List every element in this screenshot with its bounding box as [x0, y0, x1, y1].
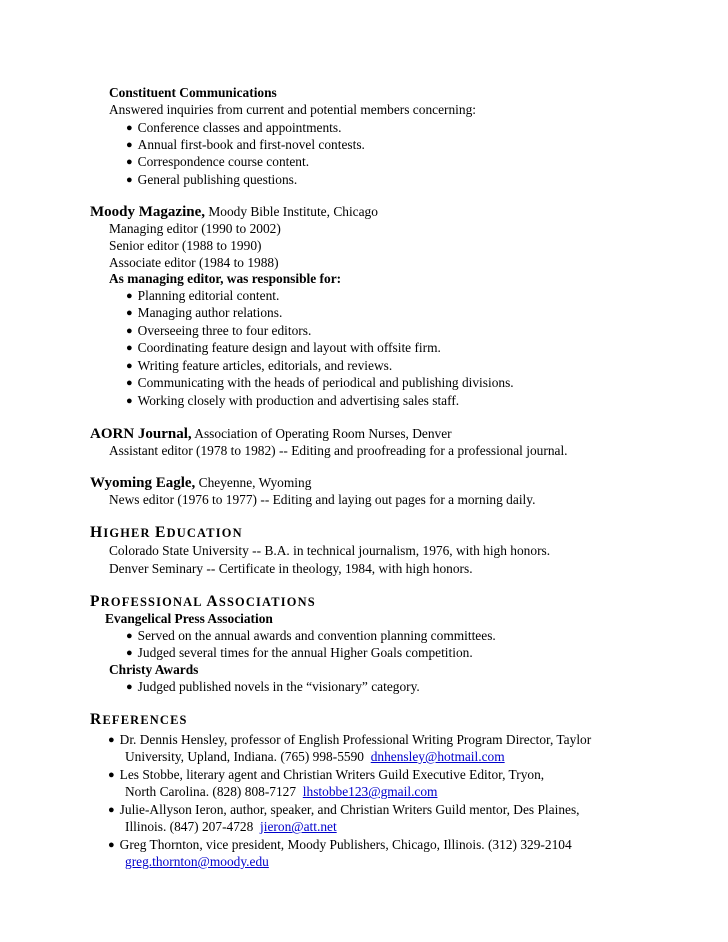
list-item: ● Served on the annual awards and convention planning committees.	[126, 628, 496, 645]
section-heading-education: HIGHER EDUCATION	[90, 524, 243, 541]
constituent-heading: Constituent Communications	[109, 85, 277, 100]
section-heading-associations: PROFESSIONAL ASSOCIATIONS	[90, 593, 316, 610]
constituent-intro: Answered inquiries from current and potential members concerning:	[109, 102, 477, 117]
email-link[interactable]: greg.thornton@moody.edu	[125, 854, 269, 869]
section-heading-references: REFERENCES	[90, 711, 188, 728]
role-line: Assistant editor (1978 to 1982) -- Editing and proofreading for a professional journal.	[109, 443, 568, 458]
list-item: ● Managing author relations.	[126, 305, 282, 322]
education-item: Colorado State University -- B.A. in technical journalism, 1976, with high honors.	[109, 543, 551, 558]
list-item: ● Conference classes and appointments.	[126, 120, 341, 137]
association-name: Christy Awards	[109, 662, 199, 677]
employer-moody	[90, 204, 378, 220]
employer-name: AORN Journal,	[90, 426, 192, 442]
reference-line: Illinois. (847) 207-4728 jieron@att.net	[125, 819, 337, 834]
employer-name: Moody Magazine,	[90, 204, 205, 220]
reference-line: North Carolina. (828) 808-7127 lhstobbe123@gmail.com	[125, 784, 438, 799]
reference-line	[125, 854, 269, 870]
list-item: ● Judged published novels in the “visionary” category.	[126, 679, 420, 696]
list-item: ● Coordinating feature design and layout with offsite firm.	[126, 340, 441, 357]
list-item: ● Correspondence course content.	[126, 154, 309, 171]
list-item: ● General publishing questions.	[126, 172, 297, 189]
role-line: News editor (1976 to 1977) -- Editing and laying out pages for a morning daily.	[109, 492, 536, 507]
list-item: ● Working closely with production and advertising sales staff.	[126, 393, 459, 410]
list-item: ● Planning editorial content.	[126, 288, 279, 305]
reference-line: ● Dr. Dennis Hensley, professor of English Professional Writing Program Director, Taylor	[108, 732, 591, 749]
list-item: ● Judged several times for the annual Higher Goals competition.	[126, 645, 473, 662]
email-link[interactable]: jieron@att.net	[260, 819, 337, 834]
reference-line: ● Julie-Allyson Ieron, author, speaker, and Christian Writers Guild mentor, Des Plaines,	[108, 802, 580, 819]
email-link[interactable]: lhstobbe123@gmail.com	[302, 784, 438, 799]
employer-aorn	[90, 426, 452, 442]
employer-wyoming	[90, 475, 311, 491]
employer-detail: Moody Bible Institute, Chicago	[208, 204, 378, 219]
reference-line: University, Upland, Indiana. (765) 998-5590 dnhensley@hotmail.com	[125, 749, 505, 764]
reference-line: ● Greg Thornton, vice president, Moody Publishers, Chicago, Illinois. (312) 329-2104	[108, 837, 572, 854]
role-line: Associate editor (1984 to 1988)	[109, 255, 279, 270]
list-item: ● Annual first-book and first-novel contests.	[126, 137, 365, 154]
list-item: ● Communicating with the heads of periodical and publishing divisions.	[126, 375, 514, 392]
education-item: Denver Seminary -- Certificate in theology, 1984, with high honors.	[109, 561, 473, 576]
association-name: Evangelical Press Association	[105, 611, 273, 626]
employer-name: Wyoming Eagle,	[90, 475, 196, 491]
reference-line: ● Les Stobbe, literary agent and Christian Writers Guild Executive Editor, Tryon,	[108, 767, 544, 784]
responsibilities-heading: As managing editor, was responsible for:	[109, 271, 342, 286]
list-item: ● Overseeing three to four editors.	[126, 323, 311, 340]
list-item: ● Writing feature articles, editorials, and reviews.	[126, 358, 392, 375]
employer-detail: Association of Operating Room Nurses, Denver	[194, 426, 452, 441]
role-line: Senior editor (1988 to 1990)	[109, 238, 262, 253]
role-line: Managing editor (1990 to 2002)	[109, 221, 281, 236]
email-link[interactable]: dnhensley@hotmail.com	[370, 749, 505, 764]
employer-detail: Cheyenne, Wyoming	[198, 475, 312, 490]
